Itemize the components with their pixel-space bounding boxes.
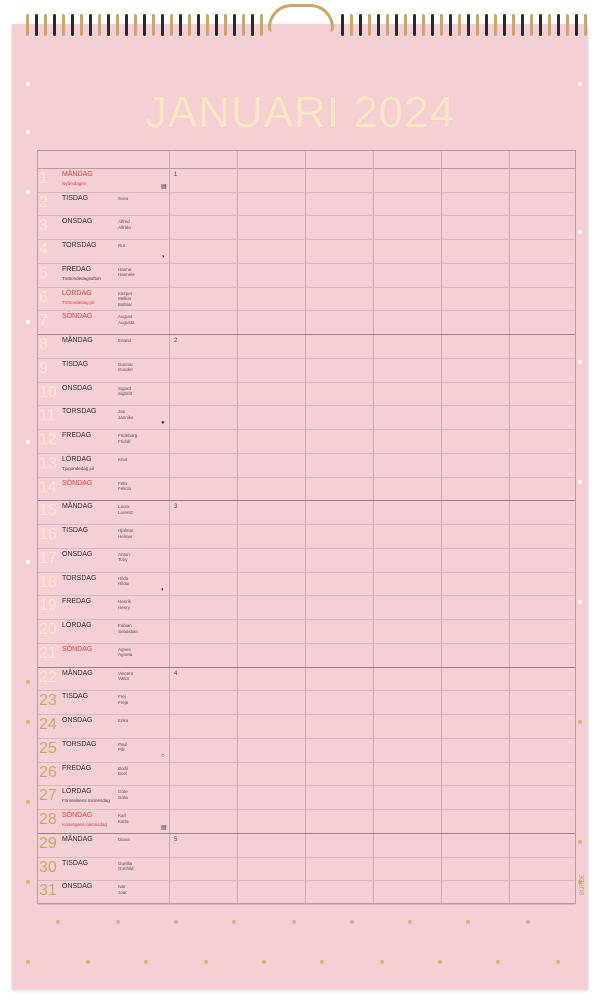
binding-loop bbox=[143, 14, 146, 36]
day-row bbox=[38, 596, 575, 620]
decor-dot bbox=[556, 960, 560, 964]
day-number: 9 bbox=[39, 359, 48, 377]
decor-dot bbox=[26, 800, 30, 804]
weekday-label: SÖNDAG bbox=[62, 479, 93, 487]
name-day-list: Diana bbox=[118, 836, 130, 842]
binding-loop bbox=[98, 14, 101, 36]
binding-loop bbox=[152, 14, 155, 36]
day-number: 30 bbox=[39, 858, 57, 876]
day-row bbox=[38, 858, 575, 882]
decor-dot bbox=[438, 960, 442, 964]
day-row bbox=[38, 644, 575, 668]
weekday-label: SÖNDAG bbox=[62, 812, 93, 820]
weekday-label: MÅNDAG bbox=[62, 835, 93, 843]
week-number: 5 bbox=[174, 836, 178, 843]
day-row bbox=[38, 810, 575, 834]
binding-loop bbox=[467, 14, 470, 36]
weekday-label: TORSDAG bbox=[62, 242, 97, 250]
moon-phase-icon: ◑ bbox=[161, 254, 165, 261]
day-row bbox=[38, 881, 575, 905]
weekday-label: MÅNDAG bbox=[62, 337, 93, 345]
binding-loop bbox=[107, 14, 110, 36]
weekday-label: LÖRDAG bbox=[62, 788, 92, 796]
binding-loop bbox=[170, 14, 173, 36]
decor-dot bbox=[578, 82, 582, 86]
binding-loop bbox=[368, 14, 371, 36]
day-number: 13 bbox=[39, 454, 57, 472]
name-day-list: Knut bbox=[118, 456, 128, 462]
moon-phase-icon: ● bbox=[161, 420, 165, 427]
decor-dot bbox=[26, 440, 30, 444]
binding-loop bbox=[341, 14, 344, 36]
name-day-list: Henrik Henry bbox=[118, 599, 132, 610]
binding-loop bbox=[359, 14, 362, 36]
day-number: 23 bbox=[39, 692, 57, 710]
day-row bbox=[38, 834, 575, 858]
binding-loop bbox=[386, 14, 389, 36]
decor-dot bbox=[292, 920, 296, 924]
decor-dot bbox=[578, 840, 582, 844]
day-row bbox=[38, 715, 575, 739]
flag-icon: ▤ bbox=[161, 184, 167, 190]
day-row bbox=[38, 620, 575, 644]
day-number: 21 bbox=[39, 644, 57, 662]
day-row bbox=[38, 430, 575, 454]
binding-loop bbox=[458, 14, 461, 36]
binding-loop bbox=[179, 14, 182, 36]
name-day-list: August Augusta bbox=[118, 314, 135, 325]
day-number: 1 bbox=[39, 170, 48, 187]
weekday-label: TORSDAG bbox=[62, 408, 97, 416]
decor-dot bbox=[26, 190, 30, 194]
name-day-list: Hjalmar Helmer bbox=[118, 528, 134, 539]
day-number: 19 bbox=[39, 597, 57, 615]
decor-dot bbox=[86, 960, 90, 964]
decor-dot bbox=[26, 880, 30, 884]
calendar-grid bbox=[37, 150, 576, 904]
day-number: 4 bbox=[39, 241, 48, 259]
day-row bbox=[38, 478, 575, 502]
day-row bbox=[38, 406, 575, 430]
name-day-list: Ivar Joar bbox=[118, 884, 127, 895]
weekday-label: MÅNDAG bbox=[62, 669, 93, 677]
decor-dot bbox=[578, 230, 582, 234]
name-day-list: Kasper Melker Baltsar bbox=[118, 290, 133, 307]
binding-loop bbox=[188, 14, 191, 36]
weekday-label: LÖRDAG bbox=[62, 622, 92, 630]
binding-loop bbox=[116, 14, 119, 36]
day-row bbox=[38, 311, 575, 335]
day-number: 5 bbox=[39, 264, 48, 282]
decor-dot bbox=[578, 600, 582, 604]
weekday-label: LÖRDAG bbox=[62, 289, 92, 297]
name-day-list: Hilda Hildur bbox=[118, 575, 130, 587]
name-day-list: Fabian Sebastian bbox=[118, 623, 139, 634]
name-day-list: Paul Pål bbox=[118, 741, 128, 753]
decor-dot bbox=[116, 920, 120, 924]
weekday-label: TISDAG bbox=[62, 693, 89, 701]
binding-loop bbox=[539, 14, 542, 36]
decor-dot bbox=[26, 680, 30, 684]
binding-loop bbox=[197, 14, 200, 36]
day-number: 16 bbox=[39, 526, 57, 544]
binding-loop bbox=[89, 14, 92, 36]
binding-loop bbox=[260, 14, 263, 36]
weekday-label: TORSDAG bbox=[62, 574, 97, 582]
binding-loop bbox=[35, 14, 38, 36]
weekday-label: ONSDAG bbox=[62, 218, 93, 226]
binding-loop bbox=[530, 14, 533, 36]
weekday-label: TISDAG bbox=[62, 527, 89, 535]
name-day-list: Laura Lorentz bbox=[118, 504, 134, 515]
binding-loop bbox=[494, 14, 497, 36]
weekday-label: TISDAG bbox=[62, 194, 89, 202]
binding-loop bbox=[377, 14, 380, 36]
binding-loop bbox=[584, 14, 587, 36]
decor-dot bbox=[26, 960, 30, 964]
day-number: 31 bbox=[39, 882, 57, 900]
binding-loop bbox=[575, 14, 578, 36]
day-row bbox=[38, 240, 575, 264]
binding-loop bbox=[134, 14, 137, 36]
day-row bbox=[38, 216, 575, 240]
holiday-label: Förintelsens minnesdag bbox=[62, 798, 110, 804]
name-day-list: Hanna Hannele bbox=[118, 266, 135, 278]
name-day-list: Svea bbox=[118, 195, 129, 201]
binding-loop bbox=[485, 14, 488, 36]
name-day-list: Frideborg Fridolf bbox=[118, 433, 138, 444]
holiday-label: Tjugondedag jul bbox=[62, 465, 95, 471]
holiday-label: Nyårsdagen bbox=[62, 181, 87, 186]
brand-label: BURDE bbox=[580, 873, 586, 895]
name-day-list: Gunnar Gunder bbox=[118, 361, 134, 373]
day-number: 22 bbox=[39, 668, 57, 686]
day-row bbox=[38, 691, 575, 715]
binding-loop bbox=[242, 14, 245, 36]
day-row bbox=[38, 359, 575, 383]
day-row bbox=[38, 383, 575, 407]
binding-loop bbox=[404, 14, 407, 36]
binding-loop bbox=[53, 14, 56, 36]
day-number: 20 bbox=[39, 621, 57, 639]
header-row bbox=[38, 151, 575, 169]
name-day-list: Erland bbox=[118, 338, 132, 344]
decor-dot bbox=[232, 920, 236, 924]
binding-loop bbox=[476, 14, 479, 36]
day-row bbox=[38, 264, 575, 288]
weekday-label: TISDAG bbox=[62, 360, 89, 368]
name-day-list: Alfred Alfrida bbox=[118, 219, 131, 230]
week-number: 1 bbox=[174, 172, 178, 178]
decor-dot bbox=[26, 82, 30, 86]
weekday-label: FREDAG bbox=[62, 432, 92, 440]
holiday-label: Konungens namnsdag bbox=[62, 822, 108, 828]
name-day-list: Bodil Boel bbox=[118, 765, 129, 777]
week-number: 4 bbox=[174, 670, 178, 677]
binding-loop bbox=[422, 14, 425, 36]
decor-dot bbox=[578, 720, 582, 724]
binding-loop bbox=[521, 14, 524, 36]
weekday-label: TORSDAG bbox=[62, 740, 97, 748]
binding-loop bbox=[395, 14, 398, 36]
day-row bbox=[38, 786, 575, 810]
hanger-hook bbox=[268, 4, 334, 32]
day-number: 11 bbox=[39, 407, 56, 425]
decor-dot bbox=[496, 960, 500, 964]
flag-icon: ▤ bbox=[161, 825, 167, 832]
day-row bbox=[38, 739, 575, 763]
day-number: 15 bbox=[39, 502, 57, 520]
day-number: 29 bbox=[39, 834, 57, 852]
name-day-list: Rut bbox=[118, 243, 126, 249]
day-number: 7 bbox=[39, 312, 48, 330]
day-number: 18 bbox=[39, 573, 57, 591]
binding-loop bbox=[62, 14, 65, 36]
binding-loop bbox=[440, 14, 443, 36]
month-title: JANUARI 2024 bbox=[144, 88, 456, 137]
decor-dot bbox=[578, 360, 582, 364]
decor-dot bbox=[174, 920, 178, 924]
weekday-label: FREDAG bbox=[62, 598, 92, 606]
binding-loop bbox=[44, 14, 47, 36]
weekday-label: MÅNDAG bbox=[62, 171, 93, 178]
decor-dot bbox=[26, 320, 30, 324]
decor-dot bbox=[144, 960, 148, 964]
name-day-list: Sigurd Sigbritt bbox=[118, 385, 133, 397]
weekday-label: MÅNDAG bbox=[62, 503, 93, 511]
day-number: 28 bbox=[39, 811, 57, 829]
decor-dot bbox=[26, 720, 30, 724]
day-row bbox=[38, 454, 575, 478]
holiday-label: Trettondedag jul bbox=[62, 299, 95, 305]
binding-loop bbox=[125, 14, 128, 36]
weekday-label: ONSDAG bbox=[62, 384, 93, 392]
name-day-list: Karl Karla bbox=[118, 813, 129, 824]
day-number: 10 bbox=[39, 383, 57, 401]
holiday-label: Trettondedagsafton bbox=[62, 275, 101, 281]
decor-dot bbox=[204, 960, 208, 964]
binding-loop bbox=[413, 14, 416, 36]
decor-dot bbox=[408, 920, 412, 924]
moon-phase-icon: ○ bbox=[161, 752, 165, 759]
binding-loop bbox=[431, 14, 434, 36]
decor-dot bbox=[578, 480, 582, 484]
binding-loop bbox=[71, 14, 74, 36]
day-number: 25 bbox=[39, 739, 57, 757]
binding-loop bbox=[224, 14, 227, 36]
day-number: 26 bbox=[39, 763, 57, 781]
binding-loop bbox=[161, 14, 164, 36]
day-number: 17 bbox=[39, 549, 57, 567]
day-row bbox=[38, 288, 575, 312]
name-day-list: Jan Jannike bbox=[118, 409, 134, 420]
name-day-list: Agnes Agneta bbox=[118, 646, 133, 658]
day-number: 12 bbox=[39, 431, 57, 449]
day-number: 14 bbox=[39, 478, 57, 496]
moon-phase-icon: ◐ bbox=[161, 586, 165, 593]
binding-loop bbox=[557, 14, 560, 36]
name-day-list: Gunilla Gunhild bbox=[118, 860, 134, 872]
binding-loop bbox=[206, 14, 209, 36]
day-row bbox=[38, 335, 575, 359]
decor-dot bbox=[262, 960, 266, 964]
name-day-list: Frej Freja bbox=[118, 694, 129, 705]
binding-loop bbox=[350, 14, 353, 36]
name-day-list: Erika bbox=[118, 718, 129, 724]
weekday-label: FREDAG bbox=[62, 265, 92, 273]
name-day-list: Vincent Viktor bbox=[118, 670, 133, 682]
binding-loop bbox=[233, 14, 236, 36]
weekday-label: ONSDAG bbox=[62, 717, 93, 725]
day-number: 8 bbox=[39, 336, 48, 354]
day-row bbox=[38, 193, 575, 217]
day-number: 24 bbox=[39, 716, 57, 734]
weekday-label: SÖNDAG bbox=[62, 313, 93, 321]
decor-dot bbox=[26, 560, 30, 564]
binding-loop bbox=[512, 14, 515, 36]
weekday-label: ONSDAG bbox=[62, 550, 93, 558]
weekday-label: ONSDAG bbox=[62, 883, 93, 891]
weekday-label: SÖNDAG bbox=[62, 645, 93, 653]
binding-loop bbox=[251, 14, 254, 36]
day-number: 6 bbox=[39, 288, 48, 306]
decor-dot bbox=[380, 960, 384, 964]
day-row bbox=[38, 169, 575, 193]
day-row bbox=[38, 525, 575, 549]
day-row bbox=[38, 668, 575, 692]
decor-dot bbox=[320, 960, 324, 964]
binding-loop bbox=[80, 14, 83, 36]
day-row bbox=[38, 549, 575, 573]
decor-dot bbox=[56, 920, 60, 924]
weekday-label: TISDAG bbox=[62, 859, 89, 867]
binding-loop bbox=[503, 14, 506, 36]
day-number: 3 bbox=[39, 217, 48, 235]
decor-dot bbox=[350, 920, 354, 924]
day-row bbox=[38, 573, 575, 597]
binding-loop bbox=[26, 14, 29, 36]
decor-dot bbox=[466, 920, 470, 924]
week-number: 2 bbox=[174, 338, 178, 345]
day-row bbox=[38, 763, 575, 787]
day-row bbox=[38, 501, 575, 525]
name-day-list: Felix Felicia bbox=[118, 480, 132, 492]
decor-dot bbox=[526, 920, 530, 924]
weekday-label: LÖRDAG bbox=[62, 455, 92, 463]
binding-loop bbox=[215, 14, 218, 36]
binding-loop bbox=[566, 14, 569, 36]
binding-loop bbox=[449, 14, 452, 36]
week-number: 3 bbox=[174, 504, 178, 511]
weekday-label: FREDAG bbox=[62, 764, 92, 772]
name-day-list: Göte Göta bbox=[118, 789, 128, 800]
binding-loop bbox=[548, 14, 551, 36]
day-number: 2 bbox=[39, 193, 48, 211]
decor-dot bbox=[26, 130, 30, 134]
day-number: 27 bbox=[39, 787, 57, 805]
name-day-list: Anton Tony bbox=[118, 551, 130, 563]
